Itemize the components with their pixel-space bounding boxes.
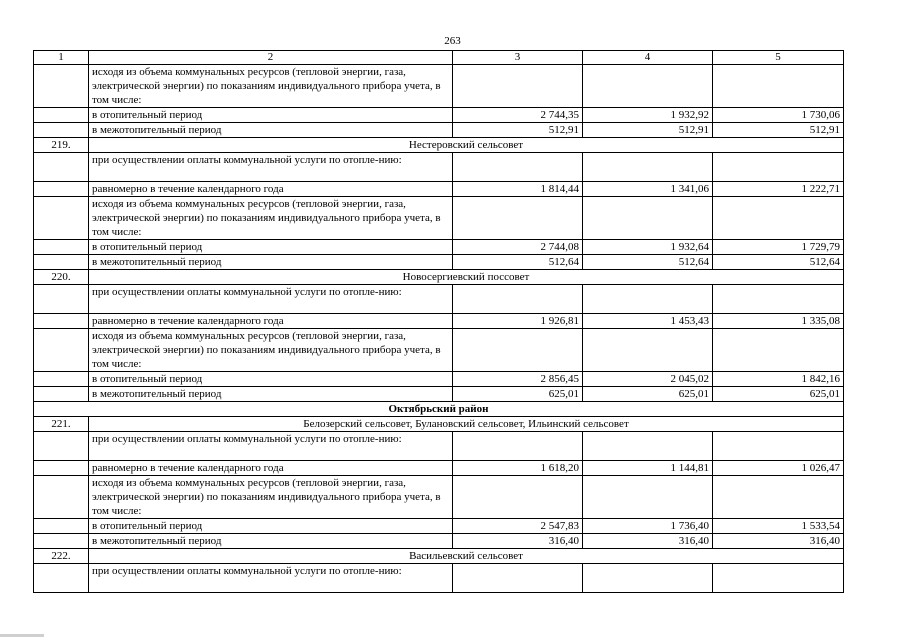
column-header-2: 2 bbox=[89, 51, 453, 65]
cell-number bbox=[34, 564, 89, 593]
cell-value-col3: 2 547,83 bbox=[453, 519, 583, 534]
table-row-description bbox=[34, 564, 844, 593]
column-number-row bbox=[34, 51, 844, 65]
cell-description: исходя из объема коммунальных ресурсов (тепловой энергии, газа, электрической энергии) по показаниям индивидуального прибора учета, в том числе: bbox=[89, 197, 453, 240]
cell-value-col3 bbox=[453, 285, 583, 314]
cell-description: исходя из объема коммунальных ресурсов (тепловой энергии, газа, электрической энергии) по показаниям индивидуального прибора учета, в том числе: bbox=[89, 329, 453, 372]
cell-value-col4: 2 045,02 bbox=[583, 372, 713, 387]
settlement-name: Новосергиевский поссовет bbox=[89, 270, 844, 285]
cell-description: при осуществлении оплаты коммунальной услуги по отопле-нию: bbox=[89, 285, 453, 314]
cell-value-col3: 1 618,20 bbox=[453, 461, 583, 476]
cell-number bbox=[34, 432, 89, 461]
cell-description: равномерно в течение календарного года bbox=[89, 314, 453, 329]
cell-value-col3: 2 744,08 bbox=[453, 240, 583, 255]
settlement-number: 219. bbox=[34, 138, 89, 153]
cell-description: в отопительный период bbox=[89, 108, 453, 123]
cell-value-col3 bbox=[453, 329, 583, 372]
cell-description: в межотопительный период bbox=[89, 387, 453, 402]
table-row-description bbox=[34, 329, 844, 372]
cell-value-col4: 512,91 bbox=[583, 123, 713, 138]
table-row-value bbox=[34, 372, 844, 387]
cell-number bbox=[34, 461, 89, 476]
cell-value-col4 bbox=[583, 197, 713, 240]
cell-number bbox=[34, 240, 89, 255]
cell-value-col3 bbox=[453, 65, 583, 108]
cell-description: в отопительный период bbox=[89, 240, 453, 255]
cell-value-col4 bbox=[583, 285, 713, 314]
cell-number bbox=[34, 182, 89, 197]
cell-number bbox=[34, 197, 89, 240]
cell-value-col4: 1 453,43 bbox=[583, 314, 713, 329]
table-row-district bbox=[34, 402, 844, 417]
table-row-settlement bbox=[34, 549, 844, 564]
cell-number bbox=[34, 108, 89, 123]
cell-number bbox=[34, 65, 89, 108]
settlement-name: Белозерский сельсовет, Булановский сельсовет, Ильинский сельсовет bbox=[89, 417, 844, 432]
cell-value-col3: 2 856,45 bbox=[453, 372, 583, 387]
cell-description: в отопительный период bbox=[89, 372, 453, 387]
table-row-value bbox=[34, 255, 844, 270]
cell-number bbox=[34, 329, 89, 372]
table-row-value bbox=[34, 240, 844, 255]
table-row-description bbox=[34, 197, 844, 240]
cell-value-col5: 1 026,47 bbox=[713, 461, 844, 476]
settlement-number: 222. bbox=[34, 549, 89, 564]
cell-value-col3: 1 926,81 bbox=[453, 314, 583, 329]
cell-description: равномерно в течение календарного года bbox=[89, 461, 453, 476]
cell-value-col5 bbox=[713, 432, 844, 461]
table-row-settlement bbox=[34, 138, 844, 153]
cell-value-col3 bbox=[453, 197, 583, 240]
table-row-description bbox=[34, 432, 844, 461]
page-number: 263 bbox=[444, 35, 461, 47]
settlement-name: Васильевский сельсовет bbox=[89, 549, 844, 564]
cell-value-col5: 1 842,16 bbox=[713, 372, 844, 387]
cell-value-col4: 1 144,81 bbox=[583, 461, 713, 476]
cell-value-col5 bbox=[713, 285, 844, 314]
table-body bbox=[34, 51, 844, 593]
cell-value-col5: 316,40 bbox=[713, 534, 844, 549]
table-row-settlement bbox=[34, 417, 844, 432]
tariff-table bbox=[33, 50, 844, 593]
cell-value-col4: 1 932,92 bbox=[583, 108, 713, 123]
cell-value-col4 bbox=[583, 329, 713, 372]
table-row-value bbox=[34, 182, 844, 197]
table-row-value bbox=[34, 387, 844, 402]
cell-value-col4: 1 736,40 bbox=[583, 519, 713, 534]
cell-value-col5 bbox=[713, 476, 844, 519]
table-row-value bbox=[34, 314, 844, 329]
cell-value-col3 bbox=[453, 564, 583, 593]
settlement-number: 220. bbox=[34, 270, 89, 285]
cell-description: в межотопительный период bbox=[89, 255, 453, 270]
scan-edge-mark bbox=[0, 634, 44, 637]
cell-value-col5: 512,64 bbox=[713, 255, 844, 270]
cell-value-col3: 316,40 bbox=[453, 534, 583, 549]
cell-number bbox=[34, 372, 89, 387]
cell-value-col5: 1 730,06 bbox=[713, 108, 844, 123]
table-row-description bbox=[34, 153, 844, 182]
table-row-value bbox=[34, 519, 844, 534]
cell-value-col4: 316,40 bbox=[583, 534, 713, 549]
cell-value-col4: 1 341,06 bbox=[583, 182, 713, 197]
cell-value-col3: 2 744,35 bbox=[453, 108, 583, 123]
cell-value-col4 bbox=[583, 432, 713, 461]
cell-value-col4 bbox=[583, 65, 713, 108]
cell-value-col5: 512,91 bbox=[713, 123, 844, 138]
cell-value-col5: 1 729,79 bbox=[713, 240, 844, 255]
cell-description: исходя из объема коммунальных ресурсов (тепловой энергии, газа, электрической энергии) по показаниям индивидуального прибора учета, в том числе: bbox=[89, 476, 453, 519]
cell-value-col3: 625,01 bbox=[453, 387, 583, 402]
cell-number bbox=[34, 153, 89, 182]
cell-value-col5: 1 222,71 bbox=[713, 182, 844, 197]
cell-description: при осуществлении оплаты коммунальной услуги по отопле-нию: bbox=[89, 564, 453, 593]
settlement-name: Нестеровский сельсовет bbox=[89, 138, 844, 153]
column-header-3: 3 bbox=[453, 51, 583, 65]
cell-value-col5 bbox=[713, 197, 844, 240]
cell-value-col3: 512,91 bbox=[453, 123, 583, 138]
cell-number bbox=[34, 123, 89, 138]
cell-value-col3 bbox=[453, 432, 583, 461]
cell-description: при осуществлении оплаты коммунальной услуги по отопле-нию: bbox=[89, 432, 453, 461]
table-row-description bbox=[34, 65, 844, 108]
cell-number bbox=[34, 285, 89, 314]
table-row-description bbox=[34, 476, 844, 519]
cell-description: при осуществлении оплаты коммунальной услуги по отопле-нию: bbox=[89, 153, 453, 182]
column-header-5: 5 bbox=[713, 51, 844, 65]
cell-value-col4: 512,64 bbox=[583, 255, 713, 270]
cell-number bbox=[34, 476, 89, 519]
table-row-value bbox=[34, 534, 844, 549]
cell-description: в отопительный период bbox=[89, 519, 453, 534]
cell-value-col5 bbox=[713, 564, 844, 593]
cell-value-col5 bbox=[713, 65, 844, 108]
cell-value-col5: 1 335,08 bbox=[713, 314, 844, 329]
cell-value-col4 bbox=[583, 476, 713, 519]
table-row-value bbox=[34, 123, 844, 138]
cell-number bbox=[34, 255, 89, 270]
cell-value-col4: 1 932,64 bbox=[583, 240, 713, 255]
cell-value-col3: 1 814,44 bbox=[453, 182, 583, 197]
table-row-value bbox=[34, 108, 844, 123]
cell-value-col3 bbox=[453, 476, 583, 519]
cell-number bbox=[34, 387, 89, 402]
cell-description: в межотопительный период bbox=[89, 123, 453, 138]
table-row-value bbox=[34, 461, 844, 476]
cell-value-col4 bbox=[583, 153, 713, 182]
column-header-4: 4 bbox=[583, 51, 713, 65]
district-name: Октябрьский район bbox=[34, 402, 844, 417]
cell-description: в межотопительный период bbox=[89, 534, 453, 549]
cell-value-col5 bbox=[713, 329, 844, 372]
cell-description: исходя из объема коммунальных ресурсов (тепловой энергии, газа, электрической энергии) по показаниям индивидуального прибора учета, в том числе: bbox=[89, 65, 453, 108]
cell-value-col3: 512,64 bbox=[453, 255, 583, 270]
cell-value-col4: 625,01 bbox=[583, 387, 713, 402]
column-header-1: 1 bbox=[34, 51, 89, 65]
table-row-settlement bbox=[34, 270, 844, 285]
cell-number bbox=[34, 314, 89, 329]
cell-number bbox=[34, 519, 89, 534]
settlement-number: 221. bbox=[34, 417, 89, 432]
cell-value-col4 bbox=[583, 564, 713, 593]
cell-value-col5 bbox=[713, 153, 844, 182]
table-row-description bbox=[34, 285, 844, 314]
cell-value-col5: 625,01 bbox=[713, 387, 844, 402]
cell-value-col5: 1 533,54 bbox=[713, 519, 844, 534]
cell-description: равномерно в течение календарного года bbox=[89, 182, 453, 197]
cell-number bbox=[34, 534, 89, 549]
cell-value-col3 bbox=[453, 153, 583, 182]
